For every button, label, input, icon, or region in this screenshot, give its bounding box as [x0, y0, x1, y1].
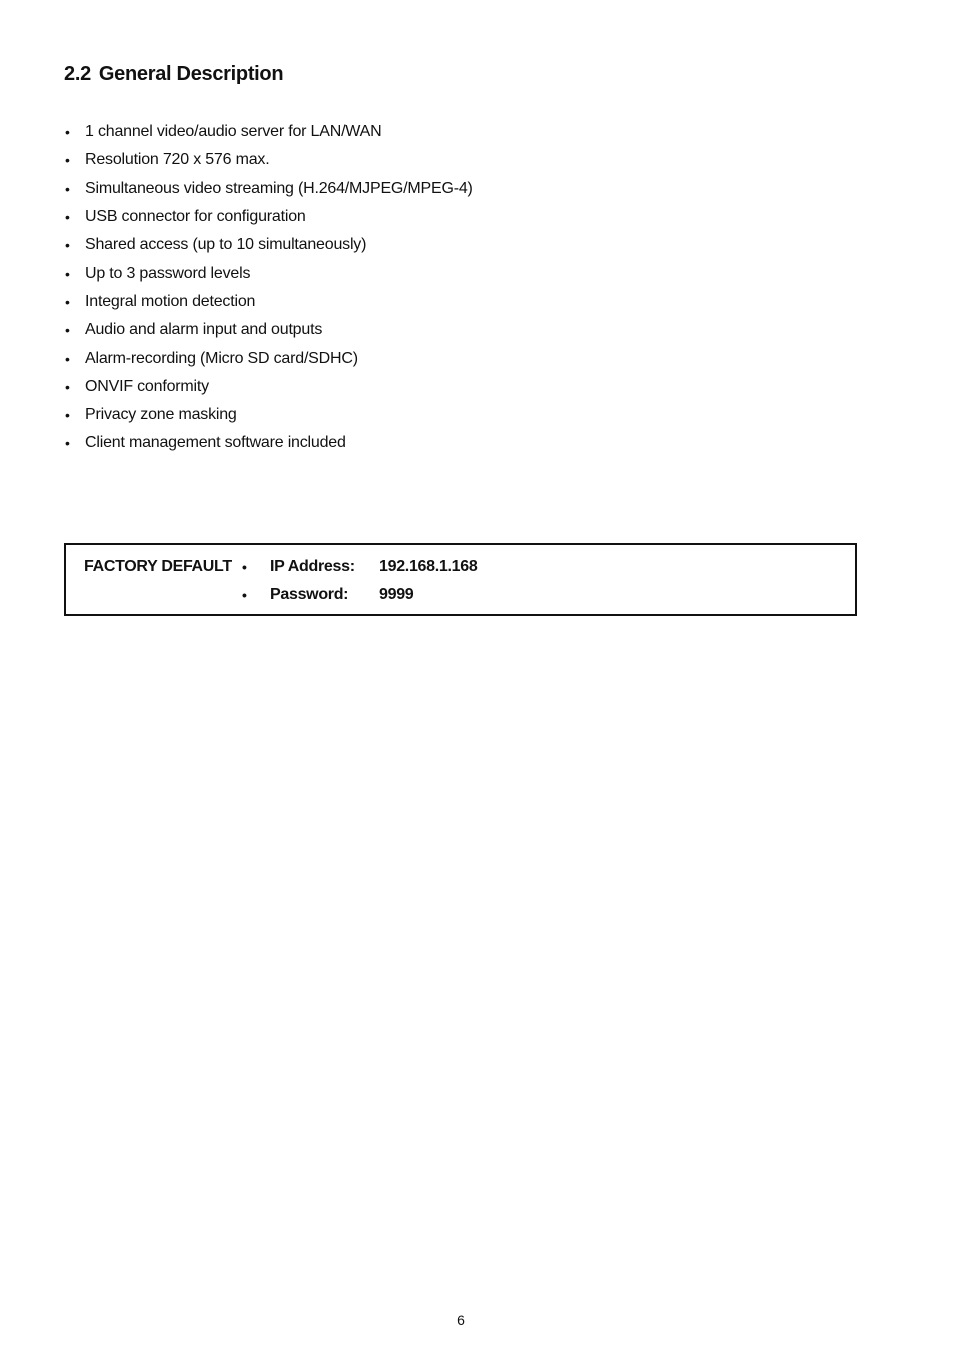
factory-default-label: FACTORY DEFAULT — [84, 558, 232, 575]
list-item — [64, 401, 473, 429]
bullet-icon: • — [65, 350, 70, 367]
page-number: 6 — [457, 1312, 465, 1328]
factory-default-list — [240, 553, 477, 609]
feature-list — [64, 118, 473, 458]
password-value: 9999 — [379, 586, 414, 603]
list-item — [64, 373, 473, 401]
bullet-icon: • — [65, 152, 70, 169]
feature-text: ONVIF conformity — [85, 377, 209, 395]
bullet-icon: • — [65, 124, 70, 141]
bullet-icon: • — [65, 293, 70, 310]
bullet-icon: • — [65, 435, 70, 452]
list-item — [64, 146, 473, 174]
section-title: General Description — [98, 63, 284, 85]
section-number: 2.2 — [64, 63, 91, 85]
bullet-icon: • — [65, 237, 70, 254]
list-item — [64, 288, 473, 316]
list-item — [64, 118, 473, 146]
bullet-icon: • — [65, 209, 70, 226]
feature-text: Audio and alarm input and outputs — [85, 321, 323, 339]
feature-text: Resolution 720 x 576 max. — [85, 151, 270, 169]
bullet-icon: • — [65, 180, 70, 197]
factory-default-ip-row — [240, 553, 477, 581]
feature-text: Alarm-recording (Micro SD card/SDHC) — [85, 349, 358, 367]
bullet-icon: • — [242, 559, 247, 575]
list-item — [64, 429, 473, 457]
feature-text: Simultaneous video streaming (H.264/MJPEG/MPEG-4) — [85, 179, 473, 197]
ip-address-value: 192.168.1.168 — [379, 558, 478, 575]
factory-default-box — [64, 543, 857, 616]
list-item — [64, 316, 473, 344]
ip-address-key: IP Address: — [270, 558, 355, 575]
page-title — [64, 60, 283, 88]
feature-text: USB connector for configuration — [85, 208, 306, 226]
bullet-icon: • — [65, 265, 70, 282]
list-item — [64, 344, 473, 372]
bullet-icon: • — [65, 407, 70, 424]
feature-text: Shared access (up to 10 simultaneously) — [85, 236, 367, 254]
feature-text: Privacy zone masking — [85, 406, 237, 424]
feature-text: Up to 3 password levels — [85, 264, 251, 282]
feature-text: 1 channel video/audio server for LAN/WAN — [85, 123, 382, 141]
feature-text: Integral motion detection — [85, 292, 256, 310]
list-item — [64, 175, 473, 203]
list-item — [64, 259, 473, 287]
list-item — [64, 203, 473, 231]
bullet-icon: • — [242, 587, 247, 603]
bullet-icon: • — [65, 322, 70, 339]
list-item — [64, 231, 473, 259]
password-key: Password: — [270, 586, 349, 603]
factory-default-password-row — [240, 581, 477, 609]
feature-text: Client management software included — [85, 434, 346, 452]
bullet-icon: • — [65, 378, 70, 395]
